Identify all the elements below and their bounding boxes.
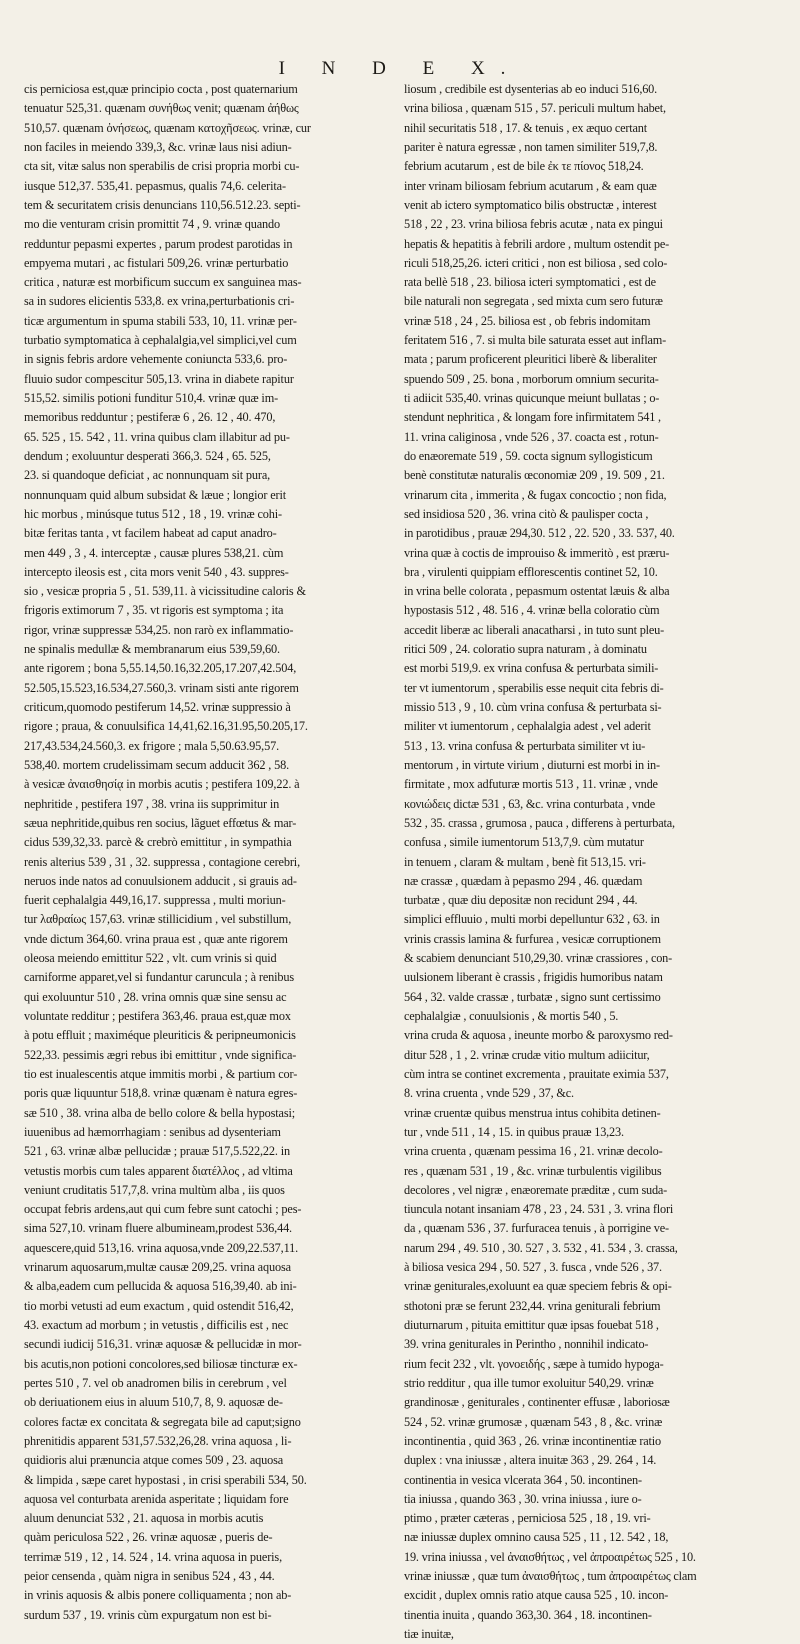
text-line: 43. exactum ad morbum ; in vetustis , difficilis est , nec <box>24 1318 289 1332</box>
text-line: vrina biliosa , quænam 515 , 57. periculi multum habet, <box>404 101 666 116</box>
text-line: sed insidiosa 520 , 36. vrina citò & paulisper cocta , <box>404 506 649 521</box>
text-line: vetustis morbis cum tales apparent διατέλλος , ad vltima <box>24 1163 293 1178</box>
text-line: febrium acutarum , est de bile ἐκ τε πίονος 518,24. <box>404 159 644 174</box>
text-line: nephritide , pestifera 197 , 38. vrina iis supprimitur in <box>24 796 280 811</box>
text-line: vnde dictum 364,60. vrina praua est , quæ ante rigorem <box>24 931 288 946</box>
text-line: firmitate , mox adfuturæ mortis 513 , 11. vrinæ , vnde <box>404 777 658 792</box>
text-line: in tenuem , claram & multam , benè fit 513,15. vri- <box>404 854 646 869</box>
text-line: men 449 , 3 , 4. interceptæ , causæ plures 538,21. cùm <box>24 545 284 560</box>
text-line: 23. si quandoque deficiat , ac nonnunquam sit pura, <box>24 468 271 483</box>
page-header-index: I N D E X. <box>278 58 522 79</box>
text-line: bra , virulenti quippiam efflorescentis continet 52, 10. <box>404 564 658 579</box>
text-line: 510,57. quænam ὀνήσεως, quænam κατοχῆσεως. vrinæ, cur <box>24 120 311 135</box>
text-line: sima 527,10. vrinam fluere albumineam,prodest 536,44. <box>24 1221 292 1236</box>
text-line: tia iniussa , quando 363 , 30. vrina iniussa , iure o- <box>404 1491 642 1506</box>
text-line: sæ 510 , 38. vrina alba de bello colore & bella hypostasi; <box>24 1105 295 1120</box>
text-line: vrinæ 518 , 24 , 25. biliosa est , ob febris indomitam <box>404 313 651 328</box>
text-line: mentorum , in virtute virium , diuturni est morbi in in- <box>404 757 660 772</box>
text-line: cta sit, vitæ salus non sperabilis de crisi propria morbi cu- <box>24 159 300 174</box>
text-line: riculi 518,25,26. icteri critici , non est biliosa , sed colo- <box>404 255 668 270</box>
text-line: simplici effluuio , multi morbi depelluntur 632 , 63. in <box>404 912 660 927</box>
text-line: grandinosæ , geniturales , continenter effusæ , laboriosæ <box>404 1395 670 1410</box>
text-line: in parotidibus , prauæ 294,30. 512 , 22. 520 , 33. 537, 40. <box>404 526 675 541</box>
text-line: iuuenibus ad hæmorrhagiam : senibus ad dysenteriam <box>24 1124 281 1139</box>
text-line: incontinentia , quid 363 , 26. vrinæ incontinentiæ ratio <box>404 1433 661 1448</box>
text-line: tio morbi vetusti ad eum exactum , quid ostendit 516,42, <box>24 1298 294 1313</box>
text-line: vrinarum cita , immerita , & fugax concoctio ; non fida, <box>404 487 667 502</box>
text-line: res , quænam 531 , 19 , &c. vrinæ turbulentis vigilibus <box>404 1163 662 1178</box>
text-line: critica , naturæ est morbificum succum ex sanguinea mas- <box>24 275 302 290</box>
text-line: decolores , vel nigræ , enæoremate præditæ , cum suda- <box>404 1182 668 1197</box>
text-line: ante rigorem ; bona 5,55.14,50.16,32.205,17.207,42.504, <box>24 661 297 676</box>
text-line: memoribus redduntur ; pestiferæ 6 , 26. 12 , 40. 470, <box>24 410 276 425</box>
text-line: peior censenda , quàm nigra in senibus 524 , 43 , 44. <box>24 1569 275 1584</box>
text-line: 515,52. similis potioni funditur 510,4. vrinæ quæ im- <box>24 391 279 405</box>
text-line: 524 , 52. vrinæ grumosæ , quænam 543 , 8 , &c. vrinæ <box>404 1414 663 1429</box>
text-line: ne spinalis medullæ & membranarum eius 539,59,60. <box>24 642 280 657</box>
text-line: sio , vesicæ propria 5 , 51. 539,11. à vicissitudine caloris & <box>24 584 306 599</box>
text-line: ti adiicit 535,40. vrinas quicunque meiunt bullatas ; o- <box>404 391 660 405</box>
text-line: ter vt iumentorum , sperabilis esse nequit cita febris di- <box>404 680 664 695</box>
text-line: hypostasis 512 , 48. 516 , 4. vrinæ bella coloratio cùm <box>404 603 660 618</box>
text-line: vrinis crassis lamina & furfurea , vesicæ corruptionem <box>404 931 661 946</box>
text-line: terrimæ 519 , 12 , 14. 524 , 14. vrina aquosa in pueris, <box>24 1549 282 1564</box>
text-line: ditur 528 , 1 , 2. vrinæ crudæ vitio multum adiicitur, <box>404 1047 650 1062</box>
text-line: qui exoluuntur 510 , 28. vrina omnis quæ sine sensu ac <box>24 989 287 1004</box>
text-line: cephalalgiæ , conuulsionis , & mortis 540 , 5. <box>404 1009 619 1023</box>
text-line: vrinarum aquosarum,multæ causæ 209,25. vrina aquosa <box>24 1260 291 1275</box>
text-line: 19. vrina iniussa , vel ἀναισθήτως , vel ἀπροαιρέτως 525 , 10. <box>404 1549 696 1564</box>
text-line: confusa , simile iumentorum 513,7,9. cùm mutatur <box>404 835 644 850</box>
text-line: da , quænam 536 , 37. furfuracea tenuis , à porrigine ve- <box>404 1221 669 1236</box>
text-line: bitæ feritas tanta , vt facilem habeat ad caput anadro- <box>24 526 277 541</box>
text-line: in vrina belle colorata , pepasmum ostentat læuis & alba <box>404 584 670 599</box>
text-line: ob deriuationem eius in aluum 510,7, 8, 9. aquosæ de- <box>24 1395 283 1410</box>
text-line: in signis febris ardore vehemente coniuncta 533,6. pro- <box>24 352 288 367</box>
text-line: hepatis & hepatitis à febrili ardore , multum ostendit pe- <box>404 236 670 251</box>
text-line: rium fecit 232 , vlt. γονοειδής , sæpe à tumido hypoga- <box>404 1356 664 1371</box>
text-line: κονιώδεις dictæ 531 , 63, &c. vrina conturbata , vnde <box>404 796 656 811</box>
text-line: secundi iudicij 516,31. vrinæ aquosæ & pellucidæ in mor- <box>24 1337 302 1352</box>
text-line: redduntur pepasmi expertes , parum prodest parotidas in <box>24 236 293 251</box>
text-line: turbatio symptomatica à cephalalgia,vel simplici,vel cum <box>24 333 297 348</box>
text-line: tur , vnde 511 , 14 , 15. in quibus prauæ 13,23. <box>404 1124 624 1139</box>
left-text-column <box>24 80 400 1622</box>
text-line: renis alterius 539 , 31 , 32. suppressa , contagione cerebri, <box>24 854 300 869</box>
text-line: tiæ inuitæ, <box>404 1627 454 1641</box>
text-line: & scabiem denunciant 510,29,30. vrinæ crassiores , con- <box>404 951 673 966</box>
text-line: 521 , 63. vrinæ albæ pellucidæ ; prauæ 517,5.522,22. in <box>24 1144 291 1159</box>
text-line: poris quæ liquuntur 518,8. vrinæ quænam è natura egres- <box>24 1086 298 1101</box>
text-line: cis perniciosa est,quæ principio cocta , post quaternarium <box>24 82 298 96</box>
text-line: frigoris extimorum 7 , 35. vt rigoris est symptoma ; ita <box>24 603 284 618</box>
text-line: cùm intra se continet excrementa , prauitate eximia 537, <box>404 1066 669 1081</box>
text-line: venit ab ictero symptomatico bilis obstructæ , interest <box>404 197 657 212</box>
text-line: in vrinis aquosis & albis ponere colliquamenta ; non ab- <box>24 1588 292 1603</box>
text-line: rigor, vrinæ suppressæ 534,25. non rarò ex inflammatio- <box>24 622 294 637</box>
text-line: vrina quæ à coctis de improuiso & immeritò , est præru- <box>404 545 670 560</box>
text-line: à potu effluit ; maximéque pleuriticis & peripneumonicis <box>24 1028 296 1043</box>
text-line: ticæ argumentum in spuma stabili 533, 10, 11. vrinæ per- <box>24 313 297 328</box>
text-line: vrina cruda & aquosa , ineunte morbo & paroxysmo red- <box>404 1028 673 1043</box>
text-line: & limpida , sæpe caret hypostasi , in crisi sperabili 534, 50. <box>24 1472 307 1487</box>
text-line: quidioris alui prænuncia atque comes 509 , 23. aquosa <box>24 1453 284 1468</box>
text-line: tio est inualescentis atque immitis morbi , & partium cor- <box>24 1066 298 1081</box>
text-line: 522,33. pessimis ægri rebus ibi emittitur , vnde significa- <box>24 1047 297 1062</box>
text-line: 39. vrina geniturales in Perintho , nonnihil indicato- <box>404 1337 649 1352</box>
text-line: surdum 537 , 19. vrinis cùm expurgatum non est bi- <box>24 1607 272 1622</box>
text-line: tiuncula notant insaniam 478 , 23 , 24. 531 , 3. vrina flori <box>404 1202 674 1217</box>
text-line: næ crassæ , quædam à pepasmo 294 , 46. quædam <box>404 873 643 888</box>
text-line: duplex : vna iniussæ , altera inuitæ 363 , 29. 264 , 14. <box>404 1453 657 1468</box>
text-line: turbatæ , quæ diu depositæ non recidunt 294 , 44. <box>404 893 638 908</box>
text-line: benè constitutæ naturalis œconomiæ 209 , 19. 509 , 21. <box>404 468 665 483</box>
text-line: nonnunquam quid album subsidat & læue ; longior erit <box>24 487 287 502</box>
text-line: stendunt nephritica , & longam fore infirmitatem 541 , <box>404 410 661 425</box>
text-line: mo die venturam crisin promittit 74 , 9. vrinæ quando <box>24 217 281 232</box>
text-line: bile naturali non segregata , sed mixta cum sero futuræ <box>404 294 663 309</box>
text-line: missio 513 , 9 , 10. cùm vrina confusa & perturbata si- <box>404 700 662 714</box>
text-line: à vesicæ ἀναισθησίᾳ in morbis acutis ; pestifera 109,22. à <box>24 777 300 792</box>
text-line: vrinæ geniturales,exoluunt ea quæ speciem febris & opi- <box>404 1279 672 1294</box>
text-line: aquosa vel conturbata arenida asperitate ; liquidam fore <box>24 1491 289 1506</box>
text-line: continentia in vesica vlcerata 364 , 50. incontinen- <box>404 1472 642 1487</box>
text-line: 217,43.534,24.560,3. ex frigore ; mala 5,50.63.95,57. <box>24 738 280 753</box>
text-line: accedit liberæ ac liberali anacatharsi , in tuto sunt pleu- <box>404 622 664 637</box>
text-line: aluum denunciat 532 , 21. aquosa in morbis acutis <box>24 1511 264 1526</box>
text-line: 513 , 13. vrina confusa & perturbata similiter vt iu- <box>404 738 646 753</box>
text-line: narum 294 , 49. 510 , 30. 527 , 3. 532 , 41. 534 , 3. crassa, <box>404 1240 678 1255</box>
text-line: carniforme apparet,vel si fundantur caruncula ; à renibus <box>24 970 295 985</box>
text-line: bis acutis,non potioni concolores,sed biliosæ tincturæ ex- <box>24 1356 298 1371</box>
text-line: rata bellè 518 , 23. biliosa icteri symptomatici , est de <box>404 275 656 290</box>
text-line: liosum , credibile est dysenterias ab eo induci 516,60. <box>404 82 657 96</box>
text-line: 538,40. mortem crudelissimam secum adducit 362 , 58. <box>24 757 290 772</box>
text-line: cidus 539,32,33. parcè & crebrò emittitur , in sympathia <box>24 835 292 850</box>
text-line: voluntate redditur ; pestifera 363,46. praua est,quæ mox <box>24 1009 291 1023</box>
text-line: veniunt cruditatis 517,7,8. vrina multùm alba , iis quos <box>24 1182 285 1197</box>
text-line: aquescere,quid 513,16. vrina aquosa,vnde 209,22.537,11. <box>24 1240 299 1255</box>
text-line: strio redditur , qua ille tumor exoluitur 540,29. vrinæ <box>404 1375 654 1390</box>
text-line: pariter è natura egressæ , non tamen similiter 519,7,8. <box>404 139 658 154</box>
text-line: neruos inde natos ad conuulsionem adducit , si grauis ad- <box>24 873 297 888</box>
text-line: uulsionem liberant è crassis , frigidis humoribus natam <box>404 970 663 985</box>
text-line: 8. vrina cruenta , vnde 529 , 37, &c. <box>404 1086 574 1101</box>
text-line: vrinæ cruentæ quibus menstrua intus cohibita detinen- <box>404 1105 661 1120</box>
text-line: oleosa meiendo emittitur 522 , vlt. cum vrinis si quid <box>24 951 277 966</box>
text-line: fuerit cephalalgia 449,16,17. suppressa , multi moriun- <box>24 893 286 908</box>
text-line: colores factæ ex concitata & segregata bile ad caput;signo <box>24 1414 301 1429</box>
text-line: sthotoni præ se ferunt 232,44. vrina geniturali febrium <box>404 1298 661 1313</box>
text-line: 564 , 32. valde crassæ , turbatæ , signo sunt certissimo <box>404 989 661 1004</box>
text-line: nihil securitatis 518 , 17. & tenuis , ex æquo certant <box>404 120 647 135</box>
text-line: tinentia inuita , quando 363,30. 364 , 18. incontinen- <box>404 1607 652 1622</box>
right-text-column <box>404 80 788 1641</box>
text-line: phrenitidis apparent 531,57.532,26,28. vrina aquosa , li- <box>24 1433 292 1448</box>
text-line: ritici 509 , 24. coloratio supra naturam , à dominatu <box>404 642 647 657</box>
text-line: tem & securitatem crisis denuncians 110,56.512.23. septi- <box>24 197 301 212</box>
text-line: à biliosa vesica 294 , 50. 527 , 3. fusca , vnde 526 , 37. <box>404 1260 662 1275</box>
text-line: rigore ; praua, & conuulsifica 14,41,62.16,31.95,50.205,17. <box>24 719 308 734</box>
text-line: tur λαθραίως 157,63. vrinæ stillicidium , vel substillum, <box>24 912 292 927</box>
text-line: iusque 512,37. 535,41. pepasmus, qualis 74,6. celerita- <box>24 178 286 193</box>
text-line: næ iniussæ duplex omnino causa 525 , 11 , 12. 542 , 18, <box>404 1530 669 1545</box>
text-line: do enæoremate 519 , 59. cocta signum syllogisticum <box>404 448 653 463</box>
text-line: ptimo , præter cæteras , perniciosa 525 , 18 , 19. vri- <box>404 1511 651 1526</box>
text-line: 518 , 22 , 23. vrina biliosa febris acutæ , nata ex pingui <box>404 217 663 232</box>
text-line: 532 , 35. crassa , grumosa , pauca , differens à perturbata, <box>404 815 675 830</box>
text-line: intercepto ileosis est , cita mors venit 540 , 43. suppres- <box>24 564 289 579</box>
text-line: mata ; parum proficerent pleuritici liberè & liberaliter <box>404 352 657 367</box>
text-line: 11. vrina caliginosa , vnde 526 , 37. coacta est , rotun- <box>404 429 659 444</box>
text-line: dendum ; exoluuntur desperati 366,3. 524 , 65. 525, <box>24 448 271 463</box>
text-line: tenuatur 525,31. quænam συνήθως venit; quænam ἀήθως <box>24 101 299 116</box>
text-line: militer vt iumentorum , cephalalgia adest , vel aderit <box>404 719 651 734</box>
text-line: hic morbus , minúsque tutus 512 , 18 , 19. vrinæ cohi- <box>24 506 282 521</box>
text-line: empyema mutari , ac fistulari 509,26. vrinæ perturbatio <box>24 255 289 270</box>
text-line: sæua nephritide,quibus ren socius, lãguet effœtus & mar- <box>24 815 297 830</box>
text-line: fluuio sudor compescitur 505,13. vrina in diabete rapitur <box>24 371 294 386</box>
text-line: criticum,quomodo pestiferum 14,52. vrinæ suppressio à <box>24 700 291 714</box>
text-line: inter vrinam biliosam febrium acutarum , & eam quæ <box>404 178 657 193</box>
text-line: vrina cruenta , quænam pessima 16 , 21. vrinæ decolo- <box>404 1144 663 1159</box>
text-line: sa in sudores elicientis 533,8. ex vrina,perturbationis cri- <box>24 294 295 309</box>
text-line: feritatem 516 , 7. si multa bile saturata esset aut inflam- <box>404 333 667 348</box>
text-line: spuendo 509 , 25. bona , morborum omnium securita- <box>404 371 659 386</box>
text-line: quàm periculosa 522 , 26. vrinæ aquosæ , pueris de- <box>24 1530 273 1545</box>
text-line: est morbi 519,9. ex vrina confusa & perturbata simili- <box>404 661 659 676</box>
text-line: & alba,eadem cum pellucida & aquosa 516,39,40. ab ini- <box>24 1279 297 1294</box>
text-line: 52.505,15.523,16.534,27.560,3. vrinam sisti ante rigorem <box>24 680 299 695</box>
text-line: non faciles in meiendo 339,3, &c. vrinæ laus nisi adiun- <box>24 139 292 154</box>
text-line: vrinæ iniussæ , quæ tum ἀναισθήτως , tum ἀπροαιρέτως clam <box>404 1569 697 1584</box>
text-line: 65. 525 , 15. 542 , 11. vrina quibus clam illabitur ad pu- <box>24 429 290 444</box>
text-line: pertes 510 , 7. vel ob anadromen bilis in cerebrum , vel <box>24 1375 287 1390</box>
text-line: diuturnarum , pituita emittitur quæ ipsas fouebat 518 , <box>404 1318 659 1332</box>
text-line: occupat febris ardens,aut qui cum febre sunt catochi ; pes- <box>24 1202 302 1217</box>
text-line: excidit , duplex omnis ratio atque causa 525 , 10. incon- <box>404 1588 669 1603</box>
